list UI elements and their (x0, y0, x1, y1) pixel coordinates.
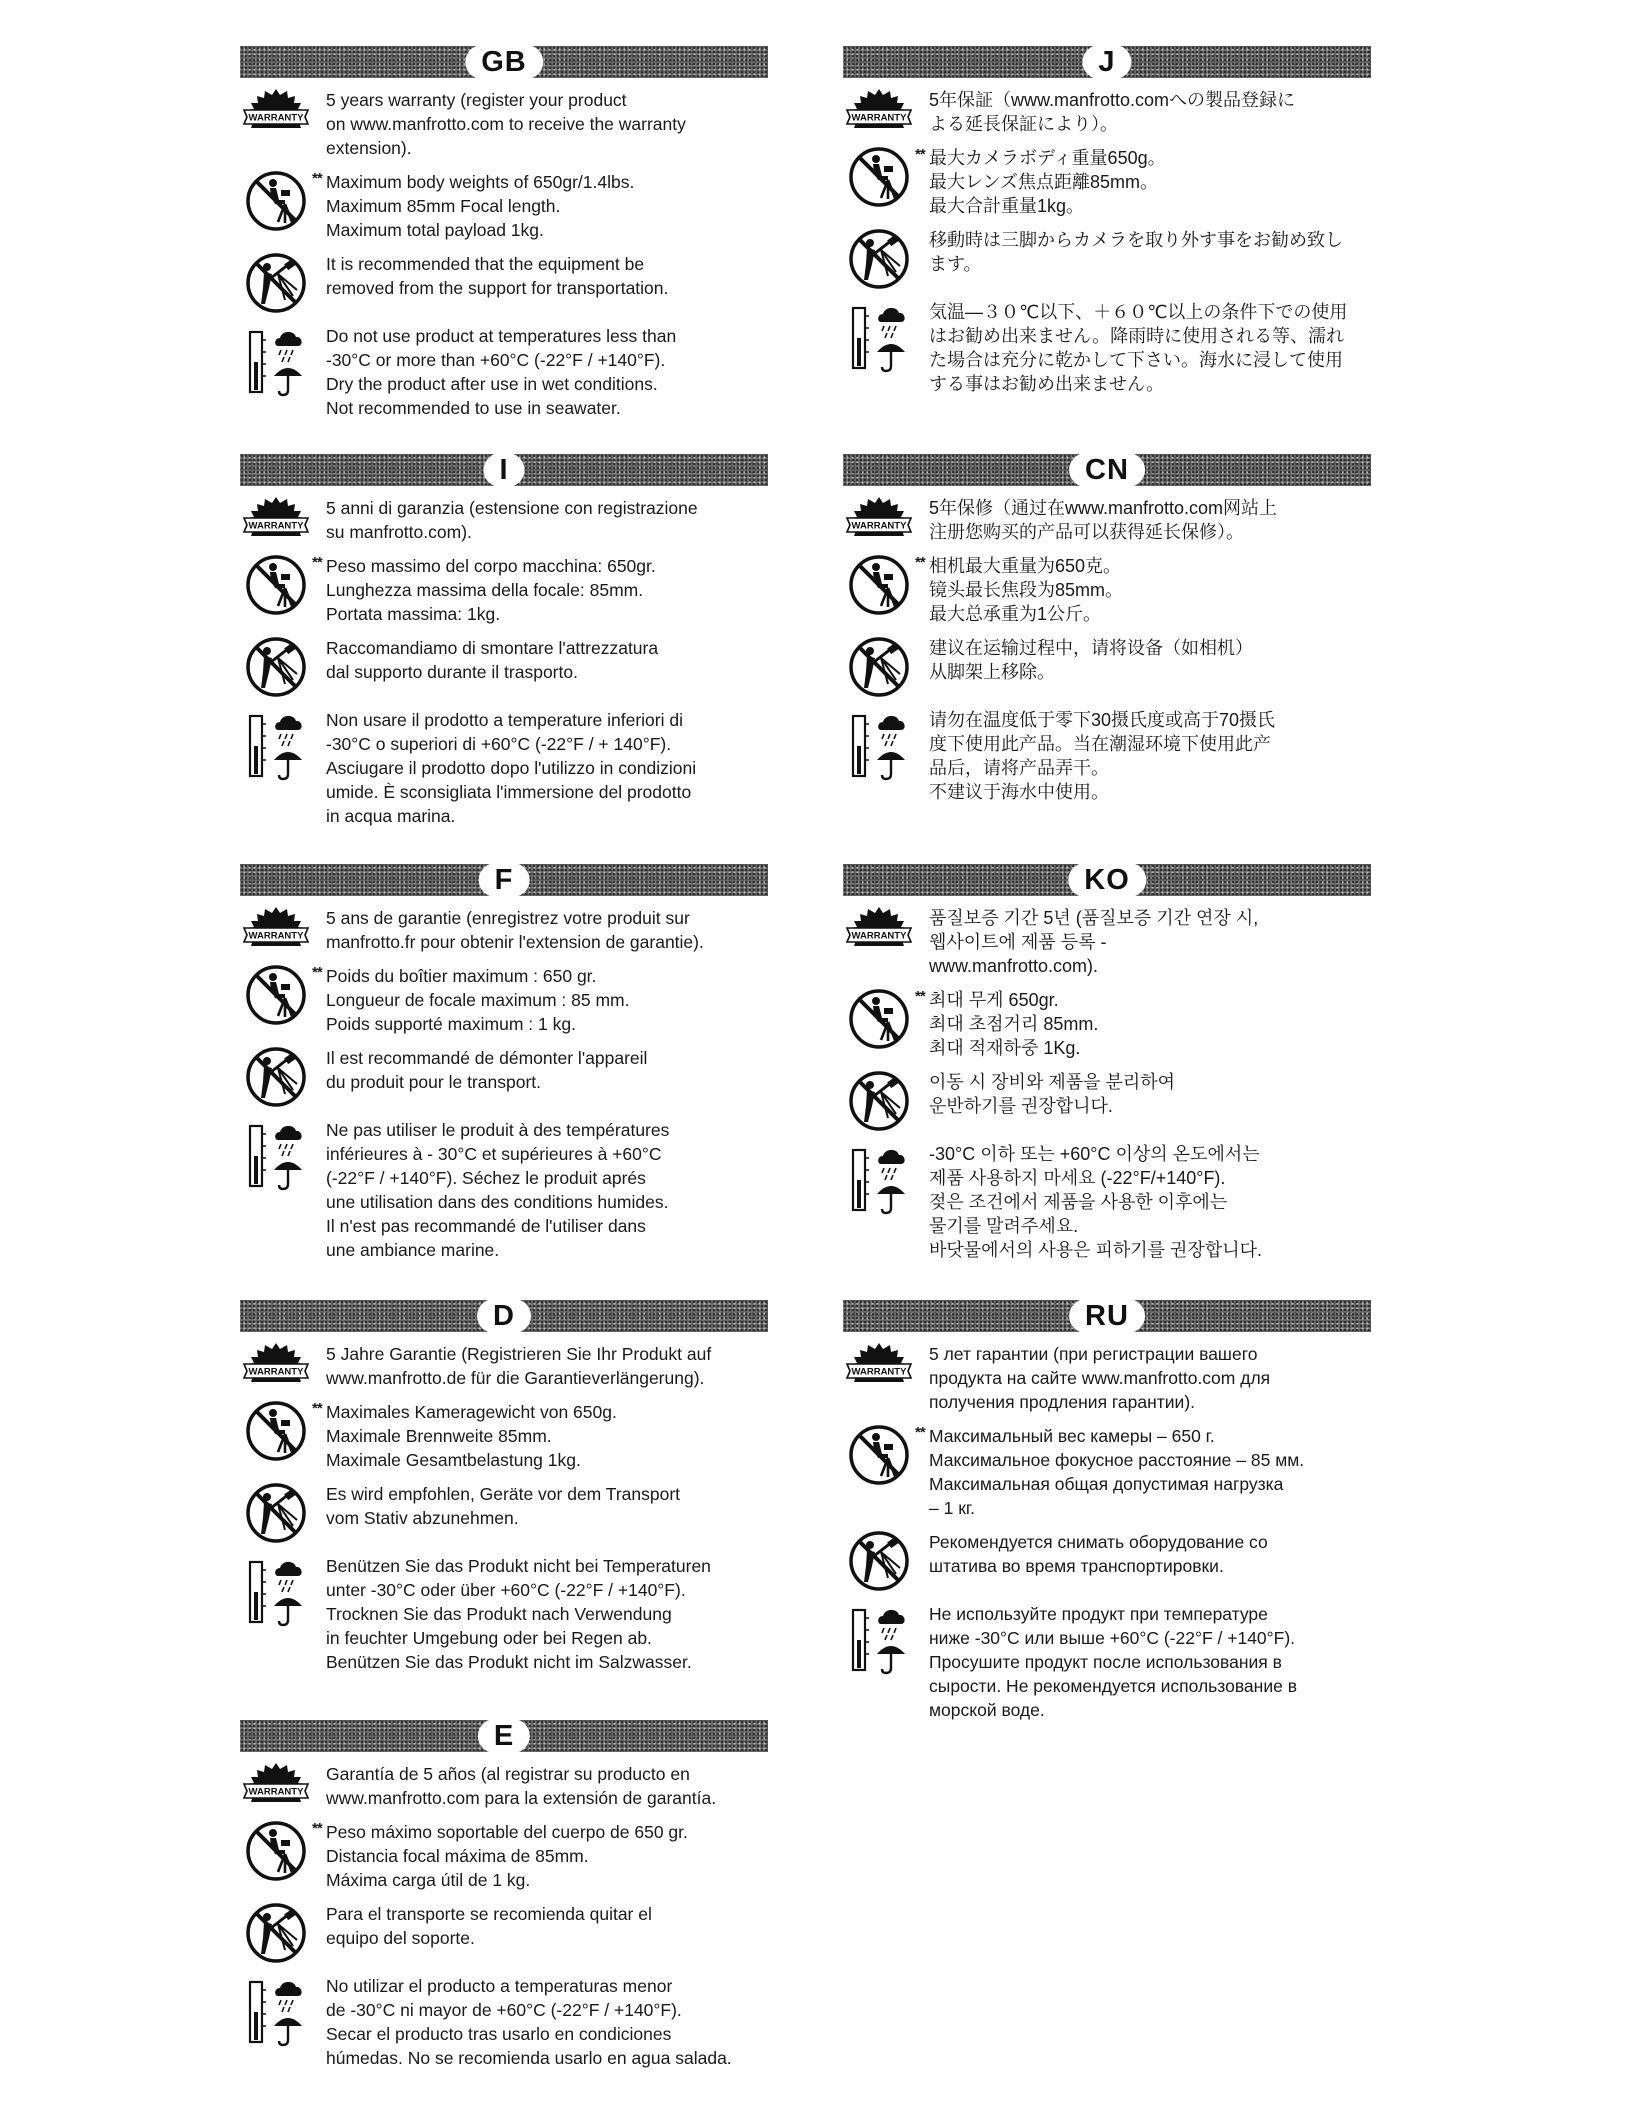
warranty-row (843, 1342, 1371, 1414)
weight-row (240, 554, 768, 626)
svg-text:WARRANTY: WARRANTY (248, 520, 304, 532)
transport-text: 이동 시 장비와 제품을 분리하여 운반하기를 권장합니다. (929, 1072, 1176, 1116)
weight-text: Maximales Kameragewicht von 650g. Maximale Brennweite 85mm. Maximale Gesamtbelastung 1kg. (326, 1402, 617, 1470)
no-overload-tripod-icon (240, 1400, 312, 1462)
section-d (240, 1300, 768, 1720)
warranty-badge-icon (240, 496, 312, 540)
language-code: GB (465, 45, 543, 79)
warranty-badge-icon (843, 906, 915, 950)
remove-camera-before-transport-icon (240, 636, 312, 698)
section-f (240, 864, 768, 1300)
warranty-badge-icon (843, 1342, 915, 1386)
footnote-marker: ** (915, 146, 925, 163)
weight-text: Poids du boîtier maximum : 650 gr. Longueur de focale maximum : 85 mm. Poids supporté maximum : 1 kg. (326, 966, 630, 1034)
transport-row (843, 228, 1371, 290)
environment-row (843, 300, 1371, 396)
svg-text:WARRANTY: WARRANTY (851, 1366, 907, 1378)
section-header (240, 1300, 768, 1332)
remove-camera-before-transport-icon (843, 228, 915, 290)
language-code: J (1082, 45, 1131, 79)
svg-text:WARRANTY: WARRANTY (851, 112, 907, 124)
temperature-and-rain-icon (843, 1142, 915, 1220)
temperature-and-rain-icon (240, 1974, 312, 2052)
warranty-badge-icon (843, 496, 915, 540)
no-overload-tripod-icon (240, 964, 312, 1026)
transport-row (240, 636, 768, 698)
section-gb (240, 46, 768, 454)
footnote-marker: ** (915, 1424, 925, 1441)
transport-row (843, 1530, 1371, 1592)
footnote-marker: ** (312, 964, 322, 981)
warranty-badge-icon (843, 88, 915, 132)
svg-text:WARRANTY: WARRANTY (851, 520, 907, 532)
transport-text: Рекомендуется снимать оборудование со штатива во время транспортировки. (929, 1532, 1268, 1576)
warranty-text: 5 лет гарантии (при регистрации вашего продукта на сайте www.manfrotto.com для получения продления гарантии). (929, 1344, 1271, 1412)
footnote-marker: ** (312, 1400, 322, 1417)
temperature-and-rain-icon (843, 1602, 915, 1680)
language-code: E (478, 1719, 530, 1753)
section-cn (843, 454, 1371, 864)
language-code: KO (1068, 863, 1146, 897)
warranty-badge-icon (240, 88, 312, 132)
warranty-badge-icon (240, 1342, 312, 1386)
warranty-row (843, 906, 1371, 978)
section-j (843, 46, 1371, 454)
remove-camera-before-transport-icon (240, 1046, 312, 1108)
transport-row (240, 1902, 768, 1964)
left-column (240, 46, 768, 2080)
temperature-and-rain-icon (843, 300, 915, 378)
transport-text: 建议在运输过程中，请将设备（如相机） 从脚架上移除。 (929, 638, 1253, 682)
section-header (240, 46, 768, 78)
remove-camera-before-transport-icon (843, 1070, 915, 1132)
environment-text: No utilizar el producto a temperaturas menor de -30°C ni mayor de +60°C (-22°F / +140°F). Secar el producto tras usarlo en condiciones húmedas. No se recomienda usarlo en agua salada. (326, 1976, 732, 2068)
environment-row (240, 1118, 768, 1262)
transport-text: 移動時は三脚からカメラを取り外す事をお勧め致し ます。 (929, 230, 1343, 274)
transport-row (843, 636, 1371, 698)
environment-row (843, 1602, 1371, 1722)
environment-text: Do not use product at temperatures less than -30°C or more than +60°C (-22°F / +140°F). Dry the product after use in wet conditions. Not recommended to use in seawater. (326, 326, 677, 418)
temperature-and-rain-icon (843, 708, 915, 786)
no-overload-tripod-icon (240, 1820, 312, 1882)
weight-text: Peso máximo soportable del cuerpo de 650 gr. Distancia focal máxima de 85mm. Máxima carga útil de 1 kg. (326, 1822, 688, 1890)
warranty-text: 5年保証（www.manfrotto.comへの製品登録に よる延長保証により）。 (929, 90, 1296, 134)
environment-text: -30°C 이하 또는 +60°C 이상의 온도에서는 제품 사용하지 마세요 (-22°F/+140°F). 젖은 조건에서 제품을 사용한 이후에는 물기를 말려주세요. 바닷물에서의 사용은 피하기를 권장합니다. (929, 1144, 1262, 1260)
transport-row (240, 252, 768, 314)
language-code: F (479, 863, 530, 897)
transport-row (843, 1070, 1371, 1132)
weight-row (240, 1820, 768, 1892)
svg-text:WARRANTY: WARRANTY (248, 1366, 304, 1378)
language-code: CN (1069, 453, 1145, 487)
weight-row (240, 170, 768, 242)
section-header (240, 1720, 768, 1752)
weight-row (843, 554, 1371, 626)
warranty-text: 5年保修（通过在www.manfrotto.com网站上 注册您购买的产品可以获得延长保修）。 (929, 498, 1278, 542)
remove-camera-before-transport-icon (843, 636, 915, 698)
transport-row (240, 1482, 768, 1544)
no-overload-tripod-icon (843, 146, 915, 208)
no-overload-tripod-icon (843, 1424, 915, 1486)
environment-row (240, 1554, 768, 1674)
section-header (843, 454, 1371, 486)
environment-row (240, 708, 768, 828)
section-header (843, 864, 1371, 896)
warranty-text: Garantía de 5 años (al registrar su producto en www.manfrotto.com para la extensión de garantía. (326, 1764, 717, 1808)
section-ko (843, 864, 1371, 1300)
language-code: I (483, 453, 524, 487)
environment-row (240, 1974, 768, 2070)
footnote-marker: ** (312, 554, 322, 571)
section-i (240, 454, 768, 864)
section-header (843, 1300, 1371, 1332)
weight-text: 相机最大重量为650克。 镜头最长焦段为85mm。 最大总承重为1公斤。 (929, 556, 1124, 624)
warranty-badge-icon (240, 906, 312, 950)
warranty-row (843, 88, 1371, 136)
section-header (240, 864, 768, 896)
weight-row (240, 964, 768, 1036)
svg-text:WARRANTY: WARRANTY (248, 112, 304, 124)
warranty-row (240, 906, 768, 954)
language-code: D (477, 1299, 531, 1333)
temperature-and-rain-icon (240, 324, 312, 402)
weight-text: Максимальный вес камеры – 650 г. Максимальное фокусное расстояние – 85 мм. Максимальная общая допустимая нагрузка – 1 кг. (929, 1426, 1305, 1518)
weight-text: 最大カメラボディ重量650g。 最大レンズ焦点距離85mm。 最大合計重量1kg。 (929, 148, 1166, 216)
transport-row (240, 1046, 768, 1108)
svg-text:WARRANTY: WARRANTY (851, 930, 907, 942)
temperature-and-rain-icon (240, 1554, 312, 1632)
weight-text: Maximum body weights of 650gr/1.4lbs. Maximum 85mm Focal length. Maximum total payload 1kg. (326, 172, 635, 240)
section-e (240, 1720, 768, 2070)
warranty-text: 5 Jahre Garantie (Registrieren Sie Ihr Produkt auf www.manfrotto.de für die Garantieverlängerung). (326, 1344, 712, 1388)
environment-row (843, 1142, 1371, 1262)
weight-text: 최대 무게 650gr. 최대 초점거리 85mm. 최대 적재하중 1Kg. (929, 990, 1099, 1058)
footnote-marker: ** (312, 1820, 322, 1837)
environment-text: 気温—３０℃以下、＋６０℃以上の条件下での使用 はお勧め出来ません。降雨時に使用される等、濡れ た場合は充分に乾かして下さい。海水に浸して使用 する事はお勧め出来ません。 (929, 302, 1348, 394)
svg-text:WARRANTY: WARRANTY (248, 1786, 304, 1798)
weight-text: Peso massimo del corpo macchina: 650gr. Lunghezza massima della focale: 85mm. Portata massima: 1kg. (326, 556, 656, 624)
right-column (843, 46, 1371, 1732)
footnote-marker: ** (915, 988, 925, 1005)
transport-text: It is recommended that the equipment be removed from the support for transportation. (326, 254, 669, 298)
temperature-and-rain-icon (240, 708, 312, 786)
warranty-row (843, 496, 1371, 544)
no-overload-tripod-icon (843, 554, 915, 616)
warranty-row (240, 1342, 768, 1390)
warranty-text: 5 ans de garantie (enregistrez votre produit sur manfrotto.fr pour obtenir l'extension de garantie). (326, 908, 704, 952)
no-overload-tripod-icon (240, 554, 312, 616)
language-code: RU (1069, 1299, 1145, 1333)
transport-text: Il est recommandé de démonter l'appareil du produit pour le transport. (326, 1048, 648, 1092)
transport-text: Para el transporte se recomienda quitar el equipo del soporte. (326, 1904, 652, 1948)
warranty-row (240, 496, 768, 544)
no-overload-tripod-icon (240, 170, 312, 232)
weight-row (240, 1400, 768, 1472)
environment-text: 请勿在温度低于零下30摄氏度或高于70摄氏 度下使用此产品。当在潮湿环境下使用此产 品后，请将产品弄干。 不建议于海水中使用。 (929, 710, 1276, 802)
no-overload-tripod-icon (843, 988, 915, 1050)
warranty-text: 5 years warranty (register your product on www.manfrotto.com to receive the warranty extension). (326, 90, 686, 158)
environment-text: Benützen Sie das Produkt nicht bei Temperaturen unter -30°C oder über +60°C (-22°F / +140°F). Trocknen Sie das Produkt nach Verwendung in feuchter Umgebung oder bei Regen ab. Benützen Sie das Produkt nicht im Salzwasser. (326, 1556, 711, 1672)
remove-camera-before-transport-icon (843, 1530, 915, 1592)
environment-text: Не используйте продукт при температуре ниже -30°C или выше +60°C (-22°F / +140°F). Просушите продукт после использования в сырости. Не рекомендуется использование в морской воде. (929, 1604, 1297, 1720)
remove-camera-before-transport-icon (240, 1482, 312, 1544)
environment-row (843, 708, 1371, 804)
footnote-marker: ** (915, 554, 925, 571)
weight-row (843, 988, 1371, 1060)
transport-text: Es wird empfohlen, Geräte vor dem Transport vom Stativ abzunehmen. (326, 1484, 681, 1528)
warranty-row (240, 88, 768, 160)
section-ru (843, 1300, 1371, 1722)
svg-text:WARRANTY: WARRANTY (248, 930, 304, 942)
warranty-text: 품질보증 기간 5년 (품질보증 기간 연장 시, 웹사이트에 제품 등록 - www.manfrotto.com). (929, 908, 1259, 976)
section-header (240, 454, 768, 486)
warranty-row (240, 1762, 768, 1810)
environment-text: Non usare il prodotto a temperature inferiori di -30°C o superiori di +60°C (-22°F / + 140°F). Asciugare il prodotto dopo l'utilizzo in condizioni umide. È sconsigliata l'immersione del prodotto in acqua marina. (326, 710, 697, 826)
temperature-and-rain-icon (240, 1118, 312, 1196)
warranty-badge-icon (240, 1762, 312, 1806)
transport-text: Raccomandiamo di smontare l'attrezzatura dal supporto durante il trasporto. (326, 638, 659, 682)
footnote-marker: ** (312, 170, 322, 187)
weight-row (843, 146, 1371, 218)
section-header (843, 46, 1371, 78)
remove-camera-before-transport-icon (240, 252, 312, 314)
remove-camera-before-transport-icon (240, 1902, 312, 1964)
warranty-text: 5 anni di garanzia (estensione con registrazione su manfrotto.com). (326, 498, 698, 542)
environment-text: Ne pas utiliser le produit à des températures inférieures à - 30°C et supérieures à +60°C (-22°F / +140°F). Séchez le produit aprés une utilisation dans des conditions humides. Il n'est pas recommandé de l'utiliser dans une ambiance marine. (326, 1120, 670, 1260)
environment-row (240, 324, 768, 420)
weight-row (843, 1424, 1371, 1520)
